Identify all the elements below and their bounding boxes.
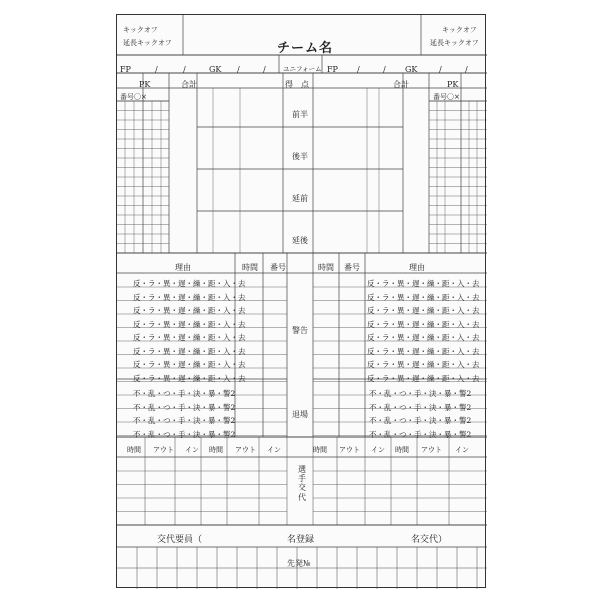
extra-kickoff-label: 延長キックオフ xyxy=(123,39,172,47)
sub-out-2: アウト xyxy=(235,446,256,454)
sendoff-reasons-right-1: 不・乱・つ・手・決・暴・警2 xyxy=(369,389,472,398)
starting-no-label: 先発№ xyxy=(287,559,311,568)
uniform-label: ユニフォーム xyxy=(283,65,322,73)
sub-out-3: アウト xyxy=(339,446,360,454)
sendoff-reasons-left-3: 不・乱・つ・手・決・暴・警2 xyxy=(133,416,236,425)
substitution-label: 選 手 交 代 xyxy=(298,465,306,502)
sendoff-reasons-left-4: 不・乱・つ・手・決・暴・警2 xyxy=(133,429,236,439)
period-extra-second: 延後 xyxy=(292,236,308,245)
sendoff-reasons-left-2: 不・乱・つ・手・決・暴・警2 xyxy=(133,402,236,412)
sub-out-4: アウト xyxy=(421,446,442,454)
fp-label-right: FP xyxy=(327,65,338,74)
gk-right-slash-2: / xyxy=(465,65,468,74)
gk-label: GK xyxy=(209,65,222,74)
score-label: 得 点 xyxy=(285,80,309,89)
gk-slash-1: / xyxy=(237,65,240,74)
period-first-half: 前半 xyxy=(292,110,308,119)
reason-header-left: 理由 xyxy=(175,263,191,272)
sub-in-1: イン xyxy=(185,446,199,454)
number-header-left: 番号 xyxy=(270,263,286,272)
sub-members-label: 交代要員（ xyxy=(157,535,203,545)
sendoff-reasons-right-3: 不・乱・つ・手・決・暴・警2 xyxy=(369,416,472,425)
caution-reasons-right-6: 反・ラ・異・遅・繰・距・入・去 xyxy=(367,346,480,356)
reason-header-right: 理由 xyxy=(409,263,425,272)
caution-reasons-left-1: 反・ラ・異・遅・繰・距・入・去 xyxy=(133,279,246,288)
period-second-half: 後半 xyxy=(292,152,308,161)
sub-in-2: イン xyxy=(267,446,281,454)
gk-label-right: GK xyxy=(405,65,418,74)
caution-reasons-right-7: 反・ラ・異・遅・繰・距・入・去 xyxy=(367,360,480,369)
caution-label: 警告 xyxy=(292,326,308,335)
registered-label: 名登録 xyxy=(287,535,315,545)
extra-kickoff-label-right: 延長キックオフ xyxy=(430,39,479,47)
time-header-left: 時間 xyxy=(242,263,258,272)
fp-right-slash-2: / xyxy=(383,65,386,74)
sub-out-1: アウト xyxy=(153,446,174,454)
team-name-title: チーム名 xyxy=(277,41,334,56)
kickoff-label: キックオフ xyxy=(123,26,158,34)
caution-reasons-right-1: 反・ラ・異・遅・繰・距・入・去 xyxy=(367,279,480,288)
time-header-right: 時間 xyxy=(318,263,334,272)
caution-reasons-left-5: 反・ラ・異・遅・繰・距・入・去 xyxy=(133,333,246,342)
sendoff-reasons-right-4: 不・乱・つ・手・決・暴・警2 xyxy=(369,429,472,439)
sub-time-2: 時間 xyxy=(209,446,223,454)
fp-label: FP xyxy=(120,65,131,74)
caution-reasons-left-8: 反・ラ・異・遅・繰・距・入・去 xyxy=(133,373,246,383)
fp-slash-1: / xyxy=(155,65,158,74)
period-extra-first: 延前 xyxy=(292,194,308,203)
caution-reasons-left-7: 反・ラ・異・遅・繰・距・入・去 xyxy=(133,360,246,369)
number-header-right: 番号 xyxy=(344,263,360,272)
pk-label-right: PK xyxy=(447,80,459,89)
sub-time-4: 時間 xyxy=(395,446,409,454)
gk-slash-2: / xyxy=(263,65,266,74)
caution-reasons-right-8: 反・ラ・異・遅・繰・距・入・去 xyxy=(367,373,480,383)
sendoff-reasons-left-1: 不・乱・つ・手・決・暴・警2 xyxy=(133,389,236,398)
caution-reasons-right-2: 反・ラ・異・遅・繰・距・入・去 xyxy=(367,292,480,302)
caution-reasons-left-6: 反・ラ・異・遅・繰・距・入・去 xyxy=(133,346,246,356)
total-label-right: 合計 xyxy=(393,80,409,89)
scoresheet-grid xyxy=(117,15,487,589)
total-label-left: 合計 xyxy=(181,80,197,89)
fp-right-slash-1: / xyxy=(357,65,360,74)
kickoff-label-right: キックオフ xyxy=(442,26,477,34)
caution-reasons-left-2: 反・ラ・異・遅・繰・距・入・去 xyxy=(133,292,246,302)
number-ox-right: 番号〇× xyxy=(433,93,460,101)
substituted-label: 名交代） xyxy=(411,535,448,545)
caution-reasons-left-3: 反・ラ・異・遅・繰・距・入・去 xyxy=(133,306,246,315)
pk-label-left: PK xyxy=(139,80,151,89)
fp-slash-2: / xyxy=(183,65,186,74)
scoresheet-card xyxy=(116,14,486,588)
sub-time-3: 時間 xyxy=(313,446,327,454)
sub-in-4: イン xyxy=(455,446,469,454)
sendoff-reasons-right-2: 不・乱・つ・手・決・暴・警2 xyxy=(369,402,472,412)
sendoff-label: 退場 xyxy=(292,410,308,419)
sub-time-1: 時間 xyxy=(127,446,141,454)
number-ox-left: 番号〇× xyxy=(120,93,147,101)
caution-reasons-left-4: 反・ラ・異・遅・繰・距・入・去 xyxy=(133,319,246,329)
gk-right-slash-1: / xyxy=(439,65,442,74)
caution-reasons-right-4: 反・ラ・異・遅・繰・距・入・去 xyxy=(367,319,480,329)
sub-in-3: イン xyxy=(371,446,385,454)
caution-reasons-right-3: 反・ラ・異・遅・繰・距・入・去 xyxy=(367,306,480,315)
caution-reasons-right-5: 反・ラ・異・遅・繰・距・入・去 xyxy=(367,333,480,342)
